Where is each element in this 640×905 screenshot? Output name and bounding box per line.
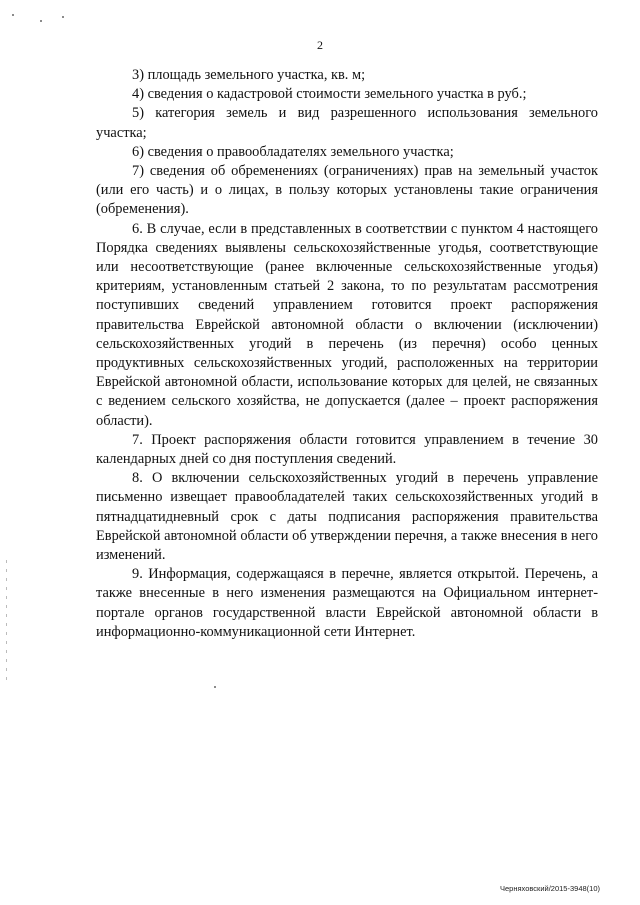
footer-document-code: Черняховский/2015-3948(10) — [500, 884, 600, 893]
scan-margin-line — [6, 560, 7, 680]
page-number: 2 — [317, 38, 323, 52]
paragraph-clause-9: 9. Информация, содержащаяся в перечне, является открытой. Перечень, а также внесенные в него изменения размещаются на Официальном интернет-портале органов государственной власти Еврейской автономной области в информационно-коммуникационной сети Интернет. — [96, 566, 598, 640]
scan-artifact-dot — [12, 14, 14, 16]
scan-artifact-dot — [62, 16, 64, 18]
paragraph-item-7: 7) сведения об обременениях (ограничениях) прав на земельный участок (или его часть) и о лицах, в пользу которых установлены такие ограничения (обременения). — [96, 163, 598, 218]
paragraph-item-4: 4) сведения о кадастровой стоимости земельного участка в руб.; — [132, 86, 527, 103]
paragraph-clause-6: 6. В случае, если в представленных в соответствии с пунктом 4 настоящего Порядка сведениях выявлены сельскохозяйственные угодья, соответствующие или несоответствующие (ранее включенные сельскохозяйственные угодья) критериям, установленным статьей 2 закона, то по результатам рассмотрения поступивших сведений управлением готовится проект распоряжения правительства Еврейской автономной области о включении (исключении) сельскохозяйственных угодий в перечень (из перечня) особо ценных продуктивных сельскохозяйственных угодий, расположенных на территории Еврейской автономной области, использование которых для целей, не связанных с ведением сельского хозяйства, не допускается (далее – проект распоряжения области). — [96, 220, 598, 429]
paragraph-clause-8: 8. О включении сельскохозяйственных угодий в перечень управление письменно извещает правообладателей таких сельскохозяйственных угодий в пятнадцатидневный срок с даты подписания распоряжения правительства Еврейской автономной области об утверждении перечня, а также внесения в него изменений. — [96, 470, 598, 564]
scan-artifact-dot — [214, 686, 216, 688]
scan-artifact-dot — [40, 20, 42, 22]
paragraph-item-5: 5) категория земель и вид разрешенного использования земельного участка; — [96, 105, 598, 141]
paragraph-item-3: 3) площадь земельного участка, кв. м; — [132, 67, 366, 83]
paragraph-item-6: 6) сведения о правообладателях земельного участка; — [132, 143, 454, 160]
paragraph-clause-7: 7. Проект распоряжения области готовится управлением в течение 30 календарных дней со дня поступления сведений. — [96, 431, 598, 468]
document-body — [96, 66, 598, 642]
